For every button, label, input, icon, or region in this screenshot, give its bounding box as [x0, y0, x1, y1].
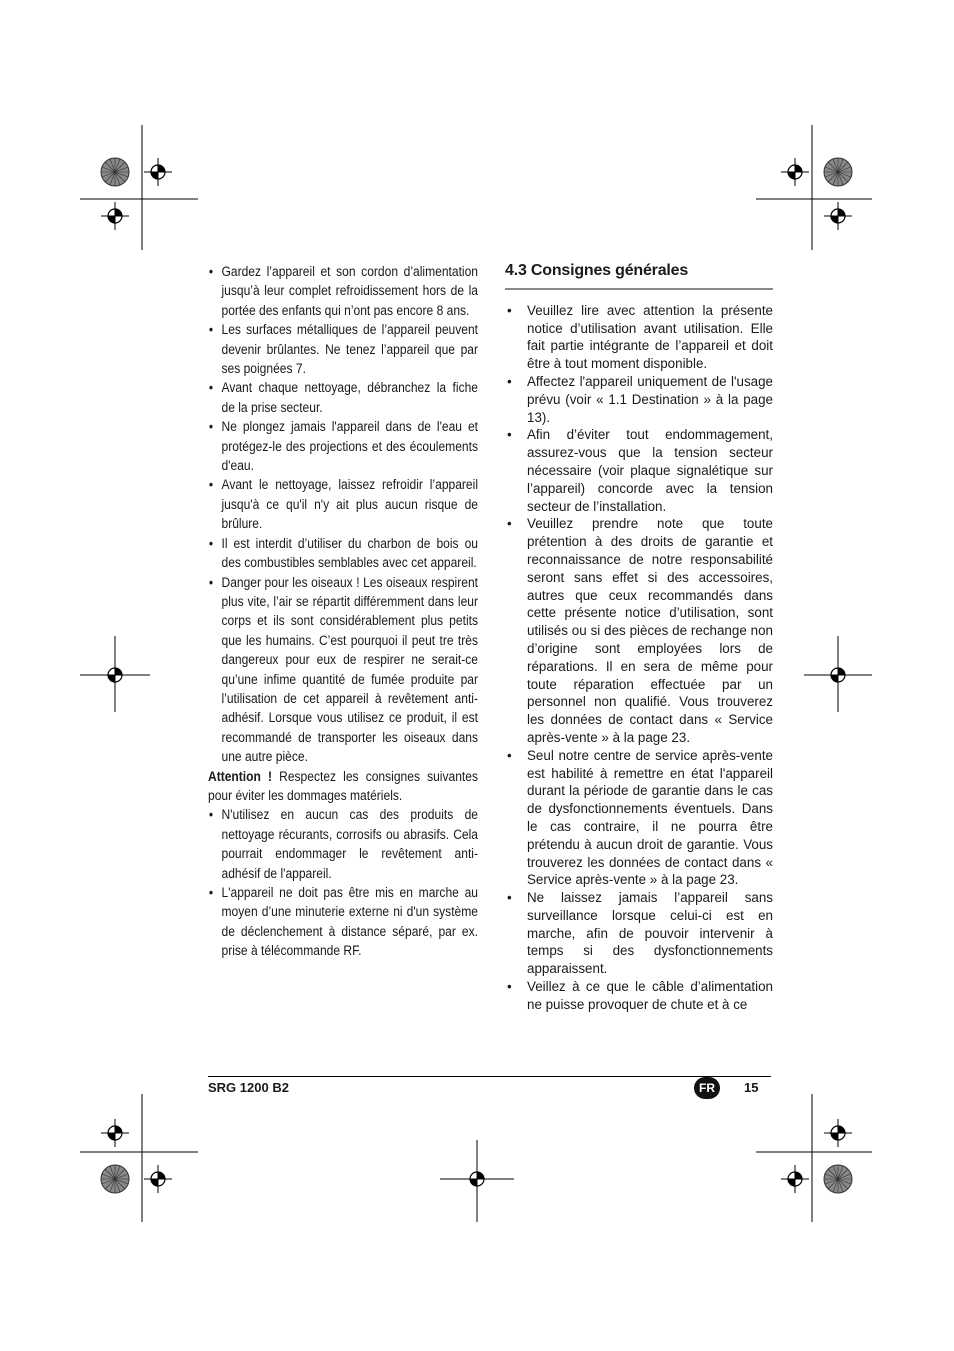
list-item: • Veuillez lire avec attention la présente notice d’utilisation avant utilisation. Elle fait partie intégrante de l’appareil et doit être à tout moment disponible.	[505, 302, 773, 373]
list-item: • Veuillez prendre note que toute prétention à des droits de garantie et reconnaissance de notre responsabilité seront sans effet si des accessoires, autres que ceux recommandés dans cette présente notice d’utilisation, sont utilisés ou si des pièces de rechange non d’origine sont employées lors de réparations. Il en sera de même pour toute réparation effectuée par un personnel non qualifié. Vous trouverez les données de contact dans « Service après-vente » à la page 23.	[505, 515, 773, 746]
general-list	[505, 302, 773, 1014]
list-item: • Ne laissez jamais l’appareil sans surveillance lorsque celui-ci est en marche, afin de pouvoir intervenir à temps si des dysfonctionnements apparaissent.	[505, 889, 773, 978]
list-item: • L'appareil ne doit pas être mis en marche au moyen d’une minuterie externe ni d'un système de déclenchement à distance séparé, par ex. prise à télécommande RF.	[208, 883, 478, 961]
attention-label: Attention !	[208, 768, 273, 784]
list-item: • Ne plongez jamais l'appareil dans de l'eau et protégez-le des projections et des écoulements d'eau.	[208, 417, 478, 475]
right-column	[505, 262, 773, 1014]
list-item: • Les surfaces métalliques de l’appareil peuvent devenir brûlantes. Ne tenez l’appareil que par ses poignées 7.	[208, 320, 478, 378]
footer-model: SRG 1200 B2	[208, 1080, 289, 1095]
list-item: • Afin d’éviter tout endommagement, assurez-vous que la tension secteur nécessaire (voir plaque signalétique sur l’appareil) concorde avec la tension secteur de l’installation.	[505, 426, 773, 515]
list-item: • N'utilisez en aucun cas des produits de nettoyage récurants, corrosifs ou abrasifs. Cela pourrait endommager le revêtement anti-adhésif de l'appareil.	[208, 805, 478, 883]
language-badge: FR	[694, 1077, 720, 1099]
list-item: • Avant le nettoyage, laissez refroidir l’appareil jusqu'à ce qu'il n'y ait plus aucun risque de brûlure.	[208, 475, 478, 533]
attention-text: Respectez les consignes suivantes pour éviter les dommages matériels.	[208, 768, 478, 803]
attention-paragraph	[208, 767, 478, 806]
list-item: • Avant chaque nettoyage, débranchez la fiche de la prise secteur.	[208, 378, 478, 417]
list-item: • Seul notre centre de service après-vente est habilité à remettre en état l'appareil durant la période de garantie dans le cas de dysfonctionnements éventuels. Dans le cas contraire, il ne pourra être prétendu à aucun droit de garantie. Vous trouverez les données de contact dans « Service après-vente » à la page 23.	[505, 747, 773, 889]
list-item: • Affectez l'appareil uniquement de l'usage prévu (voir « 1.1 Destination » à la page 13).	[505, 373, 773, 426]
footer-divider	[208, 1076, 771, 1077]
section-heading: 4.3 Consignes générales	[505, 262, 773, 290]
safety-list	[208, 262, 478, 767]
list-item: • Gardez l’appareil et son cordon d’alimentation jusqu’à leur complet refroidissement hors de la portée des enfants qui n’ont pas encore 8 ans.	[208, 262, 478, 320]
page-number: 15	[744, 1080, 759, 1095]
left-column	[208, 262, 478, 961]
list-item: • Veillez à ce que le câble d’alimentation ne puisse provoquer de chute et à ce	[505, 978, 773, 1014]
list-item: • Il est interdit d’utiliser du charbon de bois ou des combustibles semblables avec cet appareil.	[208, 534, 478, 573]
damage-list	[208, 805, 478, 960]
list-item: • Danger pour les oiseaux ! Les oiseaux respirent plus vite, l’air se répartit différemment dans leur corps et ils sont considérablement plus petits que les humains. C’est pourquoi il peut tre très dangereux pour eux de respirer ne serait-ce qu’une infime quantité de fumée produite par l’utilisation de cet appareil à revêtement anti-adhésif. Lorsque vous utilisez ce produit, il est recommandé de transporter les oiseaux dans une autre pièce.	[208, 573, 478, 767]
